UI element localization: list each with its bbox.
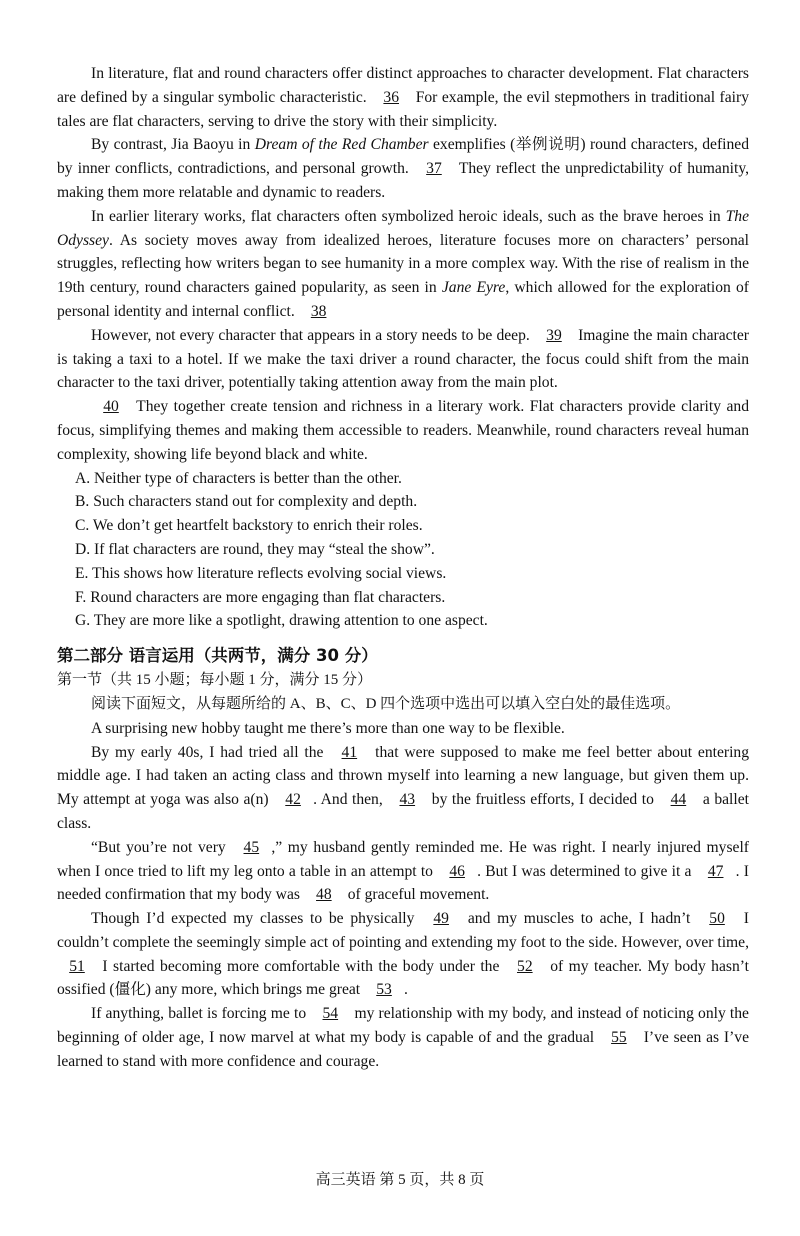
blank-43: 43 bbox=[399, 791, 416, 809]
text-segment: . I needed confirmation that my body was bbox=[57, 862, 749, 904]
text-segment: They reflect the unpredictability of humanity, making them more relatable and dynamic to readers. bbox=[57, 160, 749, 201]
instruction: 阅读下面短文，从每题所给的 A、B、C、D 四个选项中选出可以填入空白处的最佳选项。 bbox=[91, 695, 681, 712]
exam-page bbox=[57, 62, 749, 1074]
text-segment: They together create tension and richness in a literary work. Flat characters provide clarity and focus, simplifying themes and making them accessible to readers. Meanwhile, round characters reveal human complexity, showing life beyond black and white. bbox=[57, 398, 749, 463]
text-segment: For example, the evil stepmothers in traditional fairy tales are flat characters, serving to drive the story with their simplicity. bbox=[57, 88, 749, 130]
blank-39: 39 bbox=[546, 326, 562, 344]
text-segment: Though I’d expected my classes to be physically bbox=[91, 910, 422, 928]
text-segment: my relationship with my body, and instead of noticing only the beginning of older age, I now marvel at what my body is capable of and the gradual bbox=[57, 1005, 749, 1047]
passage-title: A surprising new hobby taught me there’s more than one way to be flexible. bbox=[91, 719, 565, 737]
text-segment: ,” my husband gently reminded me. He was right. I nearly injured myself when I once tried to lift my leg onto a table in an attempt to bbox=[57, 838, 749, 880]
text-segment: . bbox=[404, 981, 408, 999]
text-segment: by the fruitless efforts, I decided to bbox=[427, 791, 659, 809]
blank-55: 55 bbox=[611, 1029, 627, 1047]
section-heading: 第一节（共 15 小题；每小题 1 分，满分 15 分） bbox=[57, 672, 373, 689]
blank-49: 49 bbox=[433, 910, 449, 928]
text-segment: . But I was determined to give it a bbox=[477, 862, 696, 880]
text-segment: In earlier literary works, flat characters often symbolized heroic ideals, such as the brave heroes in bbox=[91, 207, 726, 225]
text-segment: However, not every character that appears in a story needs to be deep. bbox=[91, 326, 534, 344]
text-segment: By contrast, Jia Baoyu in bbox=[91, 136, 255, 154]
option-b: B. Such characters stand out for complexity and depth. bbox=[75, 493, 418, 511]
answer-options bbox=[57, 467, 749, 634]
blank-54: 54 bbox=[322, 1005, 339, 1023]
blank-42: 42 bbox=[285, 791, 301, 809]
blank-50: 50 bbox=[709, 910, 725, 928]
paragraph bbox=[57, 133, 749, 204]
paragraph bbox=[57, 741, 749, 836]
blank-36: 36 bbox=[383, 88, 399, 106]
option-d: D. If flat characters are round, they may “steal the show”. bbox=[75, 540, 435, 558]
blank-40: 40 bbox=[103, 398, 119, 416]
text-segment: Imagine the main character is taking a taxi to a hotel. If we make the taxi driver a round character, the focus could shift from the main character to the taxi driver, potentially taking attention away from the main plot. bbox=[57, 326, 749, 392]
text-segment: I’ve seen as I’ve learned to stand with more confidence and courage. bbox=[57, 1029, 749, 1070]
text-segment: , which allowed for the exploration of personal identity and internal conflict. bbox=[57, 279, 749, 320]
paragraph bbox=[57, 395, 749, 466]
text-segment: I couldn’t complete the seemingly simple act of pointing and extending my foot to the side. However, over time, bbox=[57, 910, 749, 951]
passage-cloze bbox=[57, 741, 749, 1074]
option-a: A. Neither type of characters is better than the other. bbox=[75, 469, 402, 487]
option-e: E. This shows how literature reflects evolving social views. bbox=[75, 564, 447, 582]
paragraph bbox=[57, 62, 749, 133]
text-segment: and my muscles to ache, I hadn’t bbox=[461, 910, 698, 928]
blank-41: 41 bbox=[341, 743, 358, 761]
part-heading: 第二部分 语言运用（共两节，满分 30 分） bbox=[57, 646, 378, 666]
blank-53: 53 bbox=[376, 981, 392, 999]
blank-47: 47 bbox=[707, 862, 724, 880]
option-f: F. Round characters are more engaging than flat characters. bbox=[75, 588, 446, 606]
text-segment: a ballet class. bbox=[57, 791, 749, 832]
passage-seven-choose-five bbox=[57, 62, 749, 467]
text-segment: I started becoming more comfortable with the body under the bbox=[97, 957, 505, 975]
text-segment: of my teacher. My body hasn’t ossified (僵化) any more, which brings me great bbox=[57, 957, 749, 999]
book-title: The Odyssey bbox=[57, 207, 749, 249]
text-segment: In literature, flat and round characters offer distinct approaches to character development. Flat characters are defined by a singular symbolic characteristic. bbox=[57, 65, 749, 106]
text-segment: that were supposed to make me feel better about entering middle age. I had taken an acting class and thrown myself into learning a new language, but given them up. My attempt at yoga was also a(n) bbox=[57, 743, 749, 809]
blank-48: 48 bbox=[316, 886, 332, 904]
paragraph bbox=[57, 205, 749, 324]
text-segment: exemplifies (举例说明) round characters, defined by inner conflicts, contradictions, and personal growth. bbox=[57, 136, 750, 178]
text-segment: If anything, ballet is forcing me to bbox=[91, 1005, 311, 1023]
page-footer: 高三英语 第 5 页，共 8 页 bbox=[315, 1172, 485, 1188]
text-segment: . And then, bbox=[313, 791, 388, 809]
blank-46: 46 bbox=[449, 862, 465, 880]
blank-45: 45 bbox=[243, 838, 260, 856]
paragraph bbox=[57, 1002, 749, 1073]
paragraph bbox=[57, 324, 749, 395]
book-title: Jane Eyre bbox=[441, 279, 506, 297]
blank-44: 44 bbox=[670, 791, 687, 809]
text-segment: of graceful movement. bbox=[343, 886, 490, 904]
book-title: Dream of the Red Chamber bbox=[254, 136, 429, 154]
paragraph bbox=[57, 907, 749, 1002]
text-segment: By my early 40s, I had tried all the bbox=[91, 743, 330, 761]
blank-52: 52 bbox=[517, 957, 533, 975]
option-g: G. They are more like a spotlight, drawing attention to one aspect. bbox=[75, 612, 488, 630]
option-c: C. We don’t get heartfelt backstory to enrich their roles. bbox=[75, 517, 423, 535]
blank-38: 38 bbox=[310, 302, 327, 320]
blank-51: 51 bbox=[69, 957, 85, 975]
text-segment: “But you’re not very bbox=[91, 838, 232, 856]
blank-37: 37 bbox=[426, 160, 442, 178]
paragraph bbox=[57, 836, 749, 907]
text-segment: . As society moves away from idealized heroes, literature focuses more on characters’ personal struggles, reflecting how writers began to see humanity in a more complex way. With the rise of realism in the 19th century, round characters gained popularity, as seen in bbox=[57, 231, 749, 297]
